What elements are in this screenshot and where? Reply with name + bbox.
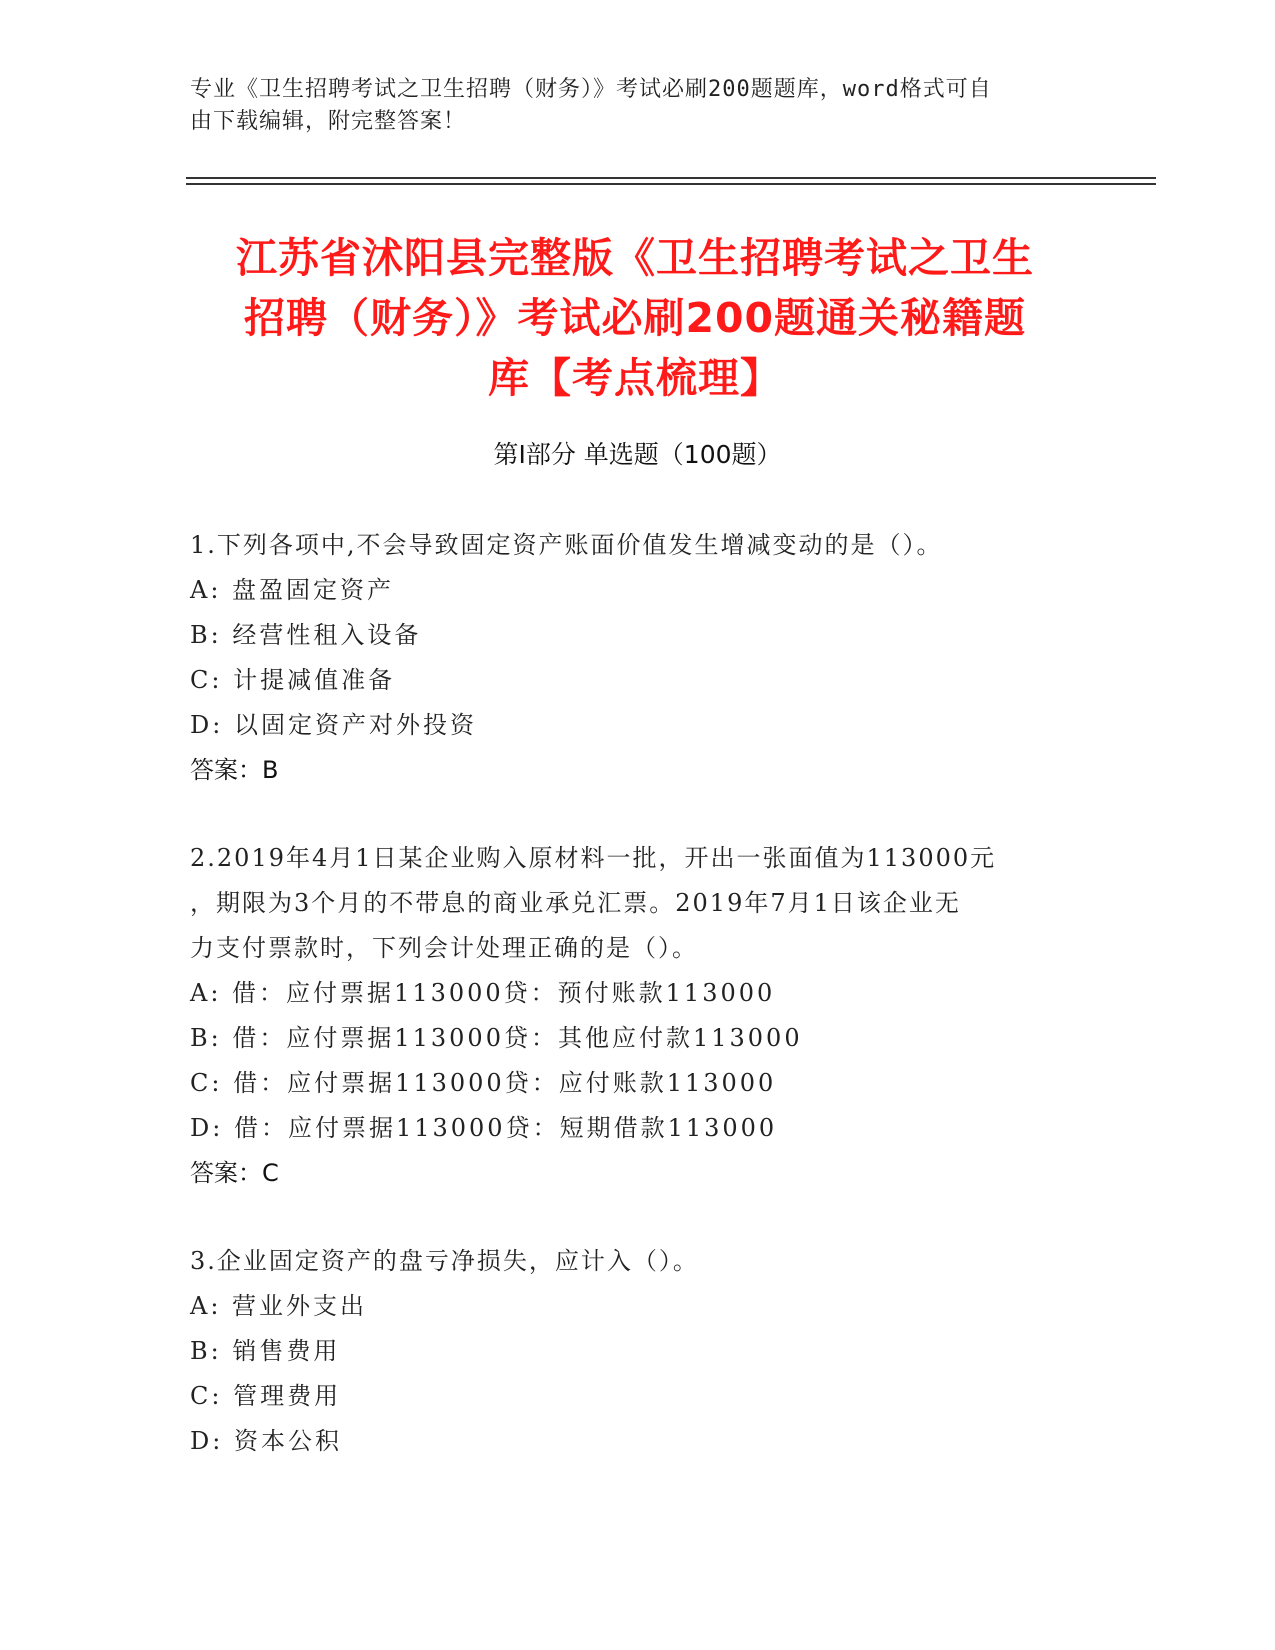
document-title bbox=[190, 228, 1080, 408]
document-title-line-1: 江苏省沭阳县完整版《卫生招聘考试之卫生 bbox=[236, 234, 1034, 282]
document-title-line-3: 库【考点梳理】 bbox=[488, 354, 782, 402]
question-3 bbox=[190, 1239, 1090, 1464]
question-text-line-2: ，期限为3个月的不带息的商业承兑汇票。2019年7月1日该企业无 bbox=[190, 889, 961, 917]
document-title-line-2: 招聘（财务）》考试必刷200题通关秘籍题 bbox=[243, 294, 1027, 342]
question-text-line-3: 力支付票款时，下列会计处理正确的是（）。 bbox=[190, 934, 698, 962]
option-d: D: 资本公积 bbox=[190, 1427, 342, 1455]
option-b: B: 借：应付票据113000贷：其他应付款113000 bbox=[190, 1024, 803, 1052]
option-c: C: 借：应付票据113000贷：应付账款113000 bbox=[190, 1069, 777, 1097]
question-text-line-1: 2.2019年4月1日某企业购入原材料一批，开出一张面值为113000元 bbox=[190, 844, 997, 872]
option-a: A: 营业外支出 bbox=[190, 1292, 368, 1320]
header-note bbox=[190, 74, 1070, 138]
question-2 bbox=[190, 836, 1090, 1196]
option-b: B: 销售费用 bbox=[190, 1337, 341, 1365]
option-b: B: 经营性租入设备 bbox=[190, 621, 422, 649]
answer: 答案：C bbox=[190, 1159, 279, 1187]
option-a: A: 借：应付票据113000贷：预付账款113000 bbox=[190, 979, 776, 1007]
option-c: C: 计提减值准备 bbox=[190, 666, 396, 694]
header-divider-top bbox=[186, 177, 1156, 179]
header-divider-bottom bbox=[186, 183, 1156, 185]
option-c: C: 管理费用 bbox=[190, 1382, 342, 1410]
question-1 bbox=[190, 523, 1090, 793]
option-a: A: 盘盈固定资产 bbox=[190, 576, 395, 604]
section-title: 第Ⅰ部分 单选题（100题） bbox=[493, 440, 782, 469]
question-text: 3.企业固定资产的盘亏净损失，应计入（）。 bbox=[190, 1247, 699, 1275]
option-d: D: 借：应付票据113000贷：短期借款113000 bbox=[190, 1114, 778, 1142]
option-d: D: 以固定资产对外投资 bbox=[190, 711, 477, 739]
question-text: 1.下列各项中,不会导致固定资产账面价值发生增减变动的是（）。 bbox=[190, 531, 943, 559]
header-note-line-2: 由下载编辑，附完整答案！ bbox=[190, 109, 467, 134]
header-note-line-1: 专业《卫生招聘考试之卫生招聘（财务）》考试必刷200题题库，word格式可自 bbox=[190, 77, 992, 102]
answer: 答案：B bbox=[190, 756, 279, 784]
